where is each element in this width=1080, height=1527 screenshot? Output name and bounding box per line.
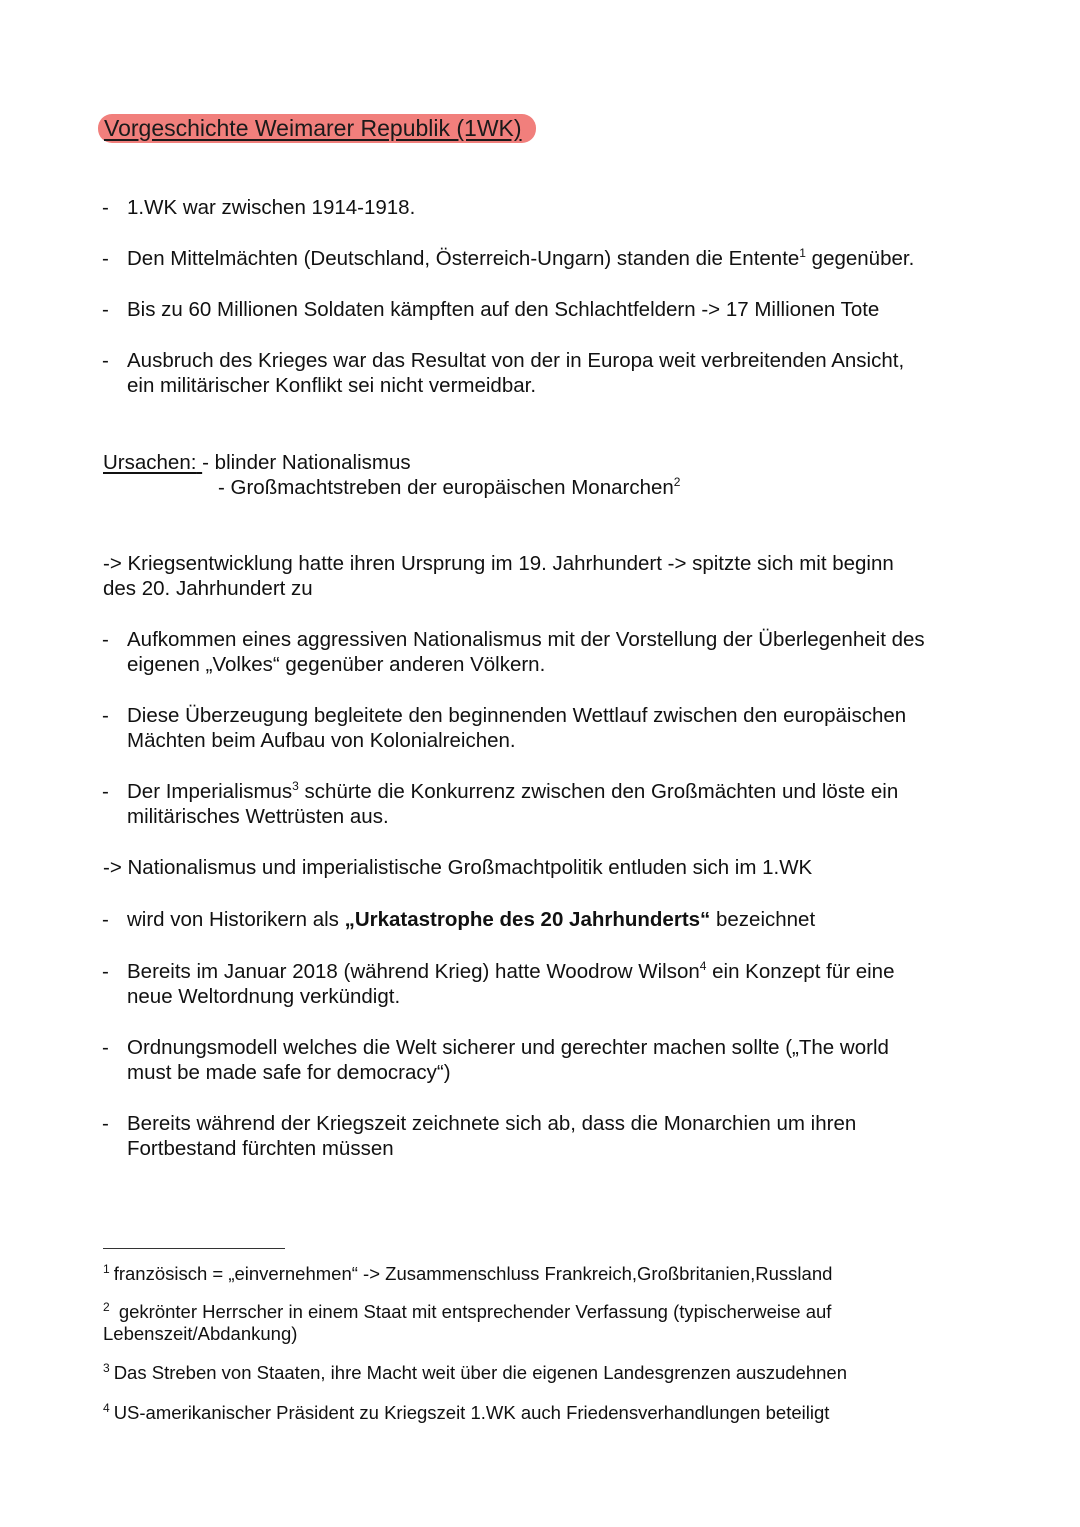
bullet-dash: - [102, 247, 109, 270]
ursachen-item-1: - blinder Nationalismus [202, 451, 411, 474]
footnote-ref-4: 4 [699, 959, 707, 974]
footnote-3: $^3$ Das Streben von Staaten, ihre Macht weit über die eigenen Landesgrenzen auszudehnen [103, 1360, 847, 1383]
urkatastrophe-emphasis: „Urkatastrophe des 20 Jahrhunderts“ [344, 908, 711, 931]
bullet-9-line-1: Bereits im Januar 2018 (während Krieg) hatte Woodrow Wilson$^4$ ein Konzept für eine [127, 959, 895, 983]
footnote-divider [103, 1248, 285, 1249]
bullet-dash: - [102, 349, 109, 372]
bullet-11-line-2: Fortbestand fürchten müssen [127, 1137, 394, 1160]
footnote-1: $^1$ französisch = „einvernehmen“ -> Zusammenschluss Frankreich,Großbritanien,Russland [103, 1261, 833, 1284]
footnote-number: 2 [103, 1299, 110, 1314]
bullet-5-line-1: Aufkommen eines aggressiven Nationalismus mit der Vorstellung der Überlegenheit des [127, 628, 925, 651]
bullet-6-line-2: Mächten beim Aufbau von Kolonialreichen. [127, 729, 516, 752]
bullet-3: Bis zu 60 Millionen Soldaten kämpften auf den Schlachtfeldern -> 17 Millionen Tote [127, 298, 880, 321]
page-title: Vorgeschichte Weimarer Republik (1WK) [98, 114, 536, 143]
bullet-dash: - [102, 196, 109, 219]
bullet-1: 1.WK war zwischen 1914-1918. [127, 196, 416, 219]
footnote-2: $^2$ gekrönter Herrscher in einem Staat mit entsprechender Verfassung (typischerweise auf [103, 1299, 832, 1322]
bullet-dash: - [102, 780, 109, 803]
footnote-2-line-2: Lebenszeit/Abdankung) [103, 1323, 298, 1344]
bullet-11-line-1: Bereits während der Kriegszeit zeichnete sich ab, dass die Monarchien um ihren [127, 1112, 857, 1135]
bullet-dash: - [102, 1036, 109, 1059]
footnote-number: 3 [103, 1360, 110, 1375]
footnote-ref-1: 1 [799, 246, 806, 261]
bullet-4-line-2: ein militärischer Konflikt sei nicht vermeidbar. [127, 374, 537, 397]
footnote-4: $^4$ US-amerikanischer Präsident zu Kriegszeit 1.WK auch Friedensverhandlungen beteiligt [103, 1400, 830, 1423]
bullet-10-line-1: Ordnungsmodell welches die Welt sicherer und gerechter machen sollte („The world [127, 1036, 889, 1059]
bullet-6-line-1: Diese Überzeugung begleitete den beginnenden Wettlauf zwischen den europäischen [127, 704, 907, 727]
arrow-paragraph-1-line-2: des 20. Jahrhundert zu [103, 577, 313, 600]
bullet-9-line-2: neue Weltordnung verkündigt. [127, 985, 401, 1008]
bullet-10-line-2: must be made safe for democracy“) [127, 1061, 451, 1084]
ursachen-label: Ursachen: [103, 451, 197, 474]
bullet-7-line-2: militärisches Wettrüsten aus. [127, 805, 389, 828]
footnote-ref-3: 3 [292, 779, 299, 794]
arrow-paragraph-2: -> Nationalismus und imperialistische Großmachtpolitik entluden sich im 1.WK [103, 856, 813, 879]
bullet-dash: - [102, 908, 109, 931]
footnote-ref-2: 2 [673, 475, 681, 490]
bullet-4-line-1: Ausbruch des Krieges war das Resultat von der in Europa weit verbreitenden Ansicht, [127, 349, 905, 372]
footnote-number: 4 [103, 1400, 110, 1415]
bullet-8: wird von Historikern als „Urkatastrophe des 20 Jahrhunderts“ bezeichnet [127, 908, 816, 931]
bullet-dash: - [102, 628, 109, 651]
title-highlight [98, 114, 536, 143]
bullet-dash: - [102, 298, 109, 321]
ursachen-item-2: - Großmachtstreben der europäischen Monarchen$^2$ [218, 475, 681, 499]
arrow-paragraph-1-line-1: -> Kriegsentwicklung hatte ihren Ursprung im 19. Jahrhundert -> spitzte sich mit beginn [103, 552, 894, 575]
ursachen-row [103, 450, 411, 476]
bullet-7-line-1: Der Imperialismus$^3$ schürte die Konkurrenz zwischen den Großmächten und löste ein [127, 779, 899, 803]
bullet-dash: - [102, 960, 109, 983]
bullet-2: Den Mittelmächten (Deutschland, Österreich-Ungarn) standen die Entente$^1$ gegenüber. [127, 246, 915, 270]
bullet-dash: - [102, 1112, 109, 1135]
footnote-number: 1 [103, 1261, 110, 1276]
bullet-5-line-2: eigenen „Volkes“ gegenüber anderen Völkern. [127, 653, 546, 676]
bullet-dash: - [102, 704, 109, 727]
